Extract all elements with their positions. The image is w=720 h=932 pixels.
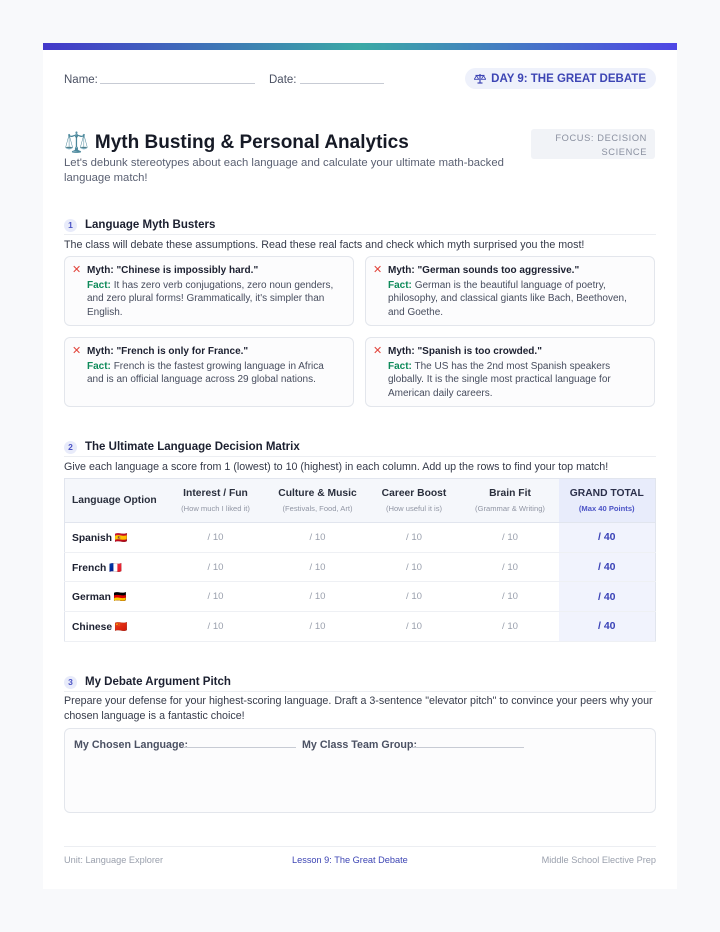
myth-card [365,256,655,326]
myth-statement: Myth: "Chinese is impossibly hard." [87,265,259,276]
section-1-header [64,216,656,234]
col-header-label: Brain Fit [489,488,531,499]
scales-icon: ⚖️ [64,132,89,154]
col-header-total [559,479,656,523]
section-2-intro: Give each language a score from 1 (lowest) to 10 (highest) in each column. Add up the rows to find your top match! [64,461,609,473]
col-header-sub: (How much I liked it) [181,504,250,513]
page-title [64,130,409,155]
score-cell[interactable]: / 10 [367,523,462,553]
matrix-header-row [65,479,656,523]
myth-x-icon: ✕ [373,264,383,276]
balance-scale-icon [474,73,486,84]
total-cell[interactable]: / 40 [559,523,656,553]
footer-unit: Unit: Language Explorer [64,855,164,865]
footer-course: Middle School Elective Prep [541,855,656,865]
section-2-header [64,438,656,456]
col-header-culture [269,479,367,523]
myth-statement: Myth: "French is only for France." [87,346,249,357]
col-header-sub: (Grammar & Writing) [475,504,545,513]
footer-lesson: Lesson 9: The Great Debate [292,855,408,865]
fact-label: Fact: [87,360,111,372]
myth-x-icon: ✕ [373,345,383,357]
myth-fact [87,360,343,387]
col-header-career [367,479,462,523]
fact-text: French is the fastest growing language in Africa and is an official language across 29 global nations. [87,360,324,385]
name-line[interactable] [100,83,255,84]
chosen-language-label: My Chosen Language: [74,739,189,751]
myth-x-icon: ✕ [72,345,82,357]
fact-text: The US has the 2nd most Spanish speakers globally. It is the single most practical language for American daily careers. [388,360,611,399]
focus-badge: FOCUS: DECISION SCIENCE [531,129,655,159]
score-cell[interactable]: / 10 [163,523,269,553]
score-cell[interactable]: / 10 [462,612,559,642]
col-header-sub: (Festivals, Food, Art) [282,504,353,513]
myth-card [64,337,354,407]
score-cell[interactable]: / 10 [269,612,367,642]
page-title-text: Myth Busting & Personal Analytics [94,131,409,153]
myth-statement: Myth: "German sounds too aggressive." [388,265,580,276]
col-header-interest [163,479,269,523]
fact-text: It has zero verb conjugations, zero noun genders, and zero plural forms! Grammatically, it's simpler than English. [87,279,334,318]
score-cell[interactable]: / 10 [462,552,559,582]
pitch-box[interactable] [64,728,656,813]
row-language: Chinese 🇨🇳 [65,612,163,642]
table-row [65,523,656,553]
myth-card [365,337,655,407]
fact-label: Fact: [388,360,412,372]
section-3-title: My Debate Argument Pitch [85,676,231,688]
day-badge-label: DAY 9: THE GREAT DEBATE [491,72,646,85]
section-3-number: 3 [64,676,77,689]
col-header-brain [462,479,559,523]
myth-x-icon: ✕ [72,264,82,276]
row-language: German 🇩🇪 [65,582,163,612]
score-cell[interactable]: / 10 [163,582,269,612]
section-2-title: The Ultimate Language Decision Matrix [85,441,300,453]
myth-fact [388,279,644,320]
table-row [65,552,656,582]
col-header-label: Culture & Music [278,488,357,499]
score-cell[interactable]: / 10 [367,612,462,642]
score-cell[interactable]: / 10 [269,582,367,612]
section-1-intro: The class will debate these assumptions. Read these real facts and check which myth surprised you the most! [64,239,585,251]
total-cell[interactable]: / 40 [559,552,656,582]
score-cell[interactable]: / 10 [367,582,462,612]
team-group-label: My Class Team Group: [302,739,418,751]
col-header-language [65,479,163,523]
col-header-label: Interest / Fun [183,488,248,499]
decision-matrix [64,478,656,642]
top-accent-bar [43,43,677,50]
score-cell[interactable]: / 10 [462,523,559,553]
col-header-sub: (Max 40 Points) [578,504,635,513]
col-header-label: Language Option [72,495,157,506]
col-header-sub: (How useful it is) [385,504,443,513]
table-row [65,612,656,642]
section-2-number: 2 [64,441,77,454]
row-language: French 🇫🇷 [65,552,163,582]
section-1-title: Language Myth Busters [85,219,216,231]
day-badge [465,68,656,89]
fact-label: Fact: [388,279,412,291]
name-label: Name: [64,74,98,86]
total-cell[interactable]: / 40 [559,612,656,642]
section-3-intro: Prepare your defense for your highest-scoring language. Draft a 3-sentence "elevator pitch" to convince your peers why your chosen language is a fantastic choice! [64,695,653,722]
team-group-line[interactable] [411,747,524,748]
col-header-label: GRAND TOTAL [569,488,644,499]
chosen-language-line[interactable] [183,747,296,748]
myth-card [64,256,354,326]
section-3-header [64,673,656,691]
section-1-rule [64,234,656,235]
section-3-rule [64,691,656,692]
page-subtitle: Let's debunk stereotypes about each language and calculate your ultimate math-backed language match! [64,157,504,184]
fact-label: Fact: [87,279,111,291]
score-cell[interactable]: / 10 [163,552,269,582]
score-cell[interactable]: / 10 [163,612,269,642]
table-row [65,582,656,612]
score-cell[interactable]: / 10 [367,552,462,582]
score-cell[interactable]: / 10 [462,582,559,612]
myth-fact [388,360,644,401]
total-cell[interactable]: / 40 [559,582,656,612]
footer-rule [64,846,656,847]
worksheet-page [43,43,677,889]
score-cell[interactable]: / 10 [269,523,367,553]
row-language: Spanish 🇪🇸 [65,523,163,553]
score-cell[interactable]: / 10 [269,552,367,582]
date-line[interactable] [300,83,384,84]
myth-statement: Myth: "Spanish is too crowded." [388,346,542,357]
section-1-number: 1 [64,219,77,232]
section-2-rule [64,456,656,457]
fact-text: German is the beautiful language of poetry, philosophy, and classical giants like Bach, Beethoven, and Goethe. [388,279,627,318]
myth-fact [87,279,343,320]
col-header-label: Career Boost [381,488,447,499]
date-label: Date: [269,74,297,86]
